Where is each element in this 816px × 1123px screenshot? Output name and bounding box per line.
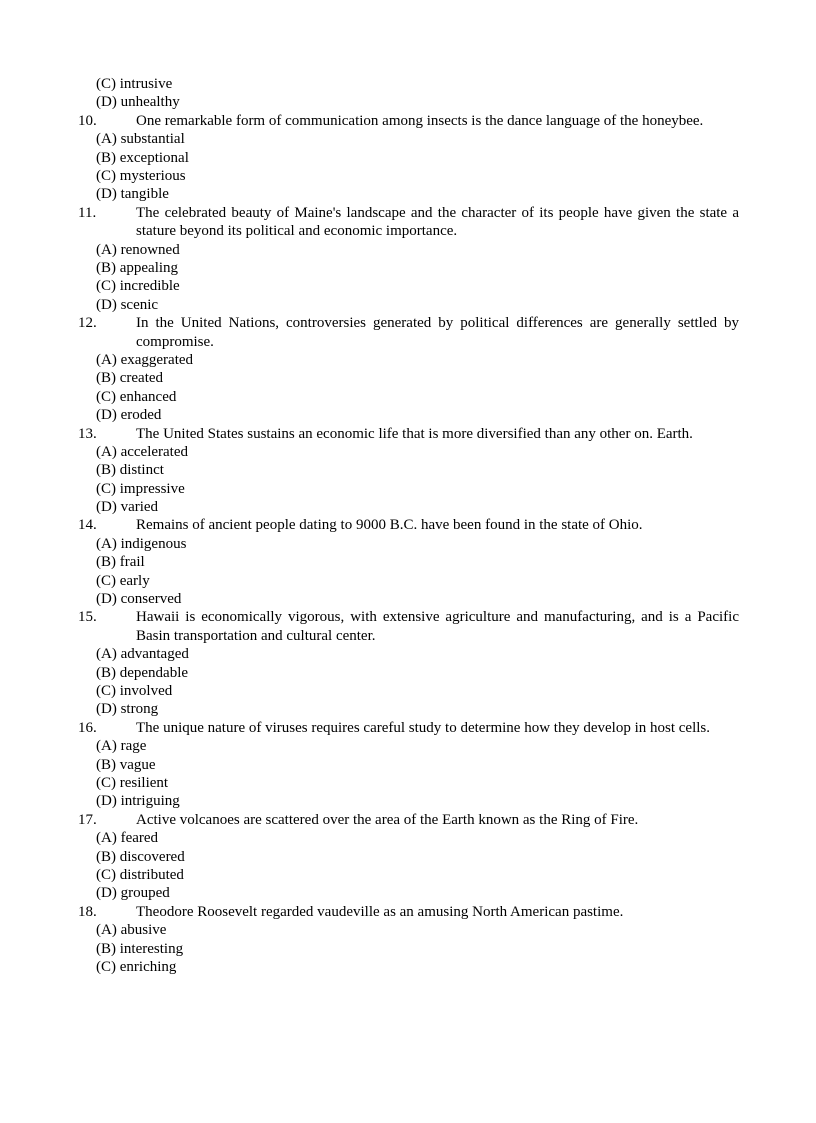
question-number: 13. <box>78 425 97 442</box>
question-block <box>0 425 816 517</box>
question-list <box>0 112 816 977</box>
question-text: Theodore Roosevelt regarded vaudeville as an amusing North American pastime. <box>136 903 624 920</box>
question-stem <box>0 719 816 737</box>
answer-option: (B) created <box>96 370 164 387</box>
answer-option: (D) varied <box>96 499 159 516</box>
answer-option: (B) vague <box>96 756 156 773</box>
question-block <box>0 204 816 314</box>
document-page <box>0 75 816 976</box>
answer-option: (A) advantaged <box>96 646 189 663</box>
answer-option: (D) eroded <box>96 407 162 424</box>
answer-option: (C) mysterious <box>96 167 186 184</box>
question-number: 16. <box>78 719 97 736</box>
question-text: The United States sustains an economic life that is more diversified than any other on. Earth. <box>136 425 693 442</box>
question-text: The unique nature of viruses requires careful study to determine how they develop in host cells. <box>136 719 710 736</box>
question-stem <box>0 314 816 351</box>
question-stem <box>0 112 816 130</box>
question-number: 12. <box>78 315 97 332</box>
answer-option: (C) involved <box>96 683 173 700</box>
answer-option: (D) tangible <box>96 186 169 203</box>
question-block <box>0 314 816 424</box>
question-block <box>0 112 816 204</box>
question-number: 17. <box>78 811 97 828</box>
answer-option: (D) strong <box>96 701 159 718</box>
answer-option: (D) unhealthy <box>96 94 180 111</box>
question-number: 14. <box>78 517 97 534</box>
question-text: Active volcanoes are scattered over the area of the Earth known as the Ring of Fire. <box>136 811 639 828</box>
question-block <box>0 903 816 977</box>
answer-option: (C) incredible <box>96 278 180 295</box>
question-number: 10. <box>78 112 97 129</box>
answer-option: (B) discovered <box>96 848 185 865</box>
answer-option: (A) rage <box>96 738 147 755</box>
question-stem <box>0 204 816 241</box>
answer-option: (A) accelerated <box>96 443 189 460</box>
question-text: Hawaii is economically vigorous, with extensive agriculture and manufacturing, and is a Pacific Basin transportation and cultural center. <box>136 609 739 644</box>
question-number: 15. <box>78 609 97 626</box>
answer-option: (B) interesting <box>96 940 184 957</box>
question-text: In the United Nations, controversies generated by political differences are generally settled by compromise. <box>136 315 739 350</box>
question-text: Remains of ancient people dating to 9000 B.C. have been found in the state of Ohio. <box>136 517 643 534</box>
question-stem <box>0 516 816 534</box>
answer-option: (C) resilient <box>96 775 169 791</box>
answer-option: (D) grouped <box>96 885 170 902</box>
answer-option: (C) enriching <box>96 958 177 975</box>
question-stem <box>0 608 816 645</box>
answer-option: (D) conserved <box>96 591 182 608</box>
question-number: 11. <box>78 204 97 221</box>
answer-option: (B) appealing <box>96 259 179 276</box>
question-text: One remarkable form of communication among insects is the dance language of the honeybee. <box>136 112 704 129</box>
answer-option: (C) enhanced <box>96 388 177 405</box>
answer-option: (A) abusive <box>96 922 167 939</box>
answer-option: (A) renowned <box>96 241 180 258</box>
question-stem <box>0 903 816 921</box>
answer-option: (C) distributed <box>96 866 184 883</box>
question-block <box>0 719 816 811</box>
question-stem <box>0 811 816 829</box>
answer-option: (D) scenic <box>96 296 159 313</box>
question-block <box>0 811 816 903</box>
answer-option: (B) dependable <box>96 664 189 681</box>
answer-option: (A) feared <box>96 830 159 847</box>
question-number: 18. <box>78 903 97 920</box>
answer-option: (D) intriguing <box>96 793 180 810</box>
answer-option: (B) distinct <box>96 462 164 479</box>
answer-option: (C) intrusive <box>96 76 173 92</box>
answer-option: (C) early <box>96 572 150 589</box>
answer-option: (A) substantial <box>96 131 185 148</box>
continued-options <box>0 75 816 112</box>
answer-option: (A) exaggerated <box>96 351 194 368</box>
question-text: The celebrated beauty of Maine's landscape and the character of its people have given the state a stature beyond its political and economic importance. <box>136 204 739 240</box>
answer-option: (B) exceptional <box>96 149 189 166</box>
answer-option: (A) indigenous <box>96 535 187 552</box>
answer-option: (B) frail <box>96 554 145 571</box>
question-stem <box>0 425 816 443</box>
answer-option: (C) impressive <box>96 480 185 497</box>
question-block <box>0 516 816 608</box>
question-block <box>0 608 816 718</box>
